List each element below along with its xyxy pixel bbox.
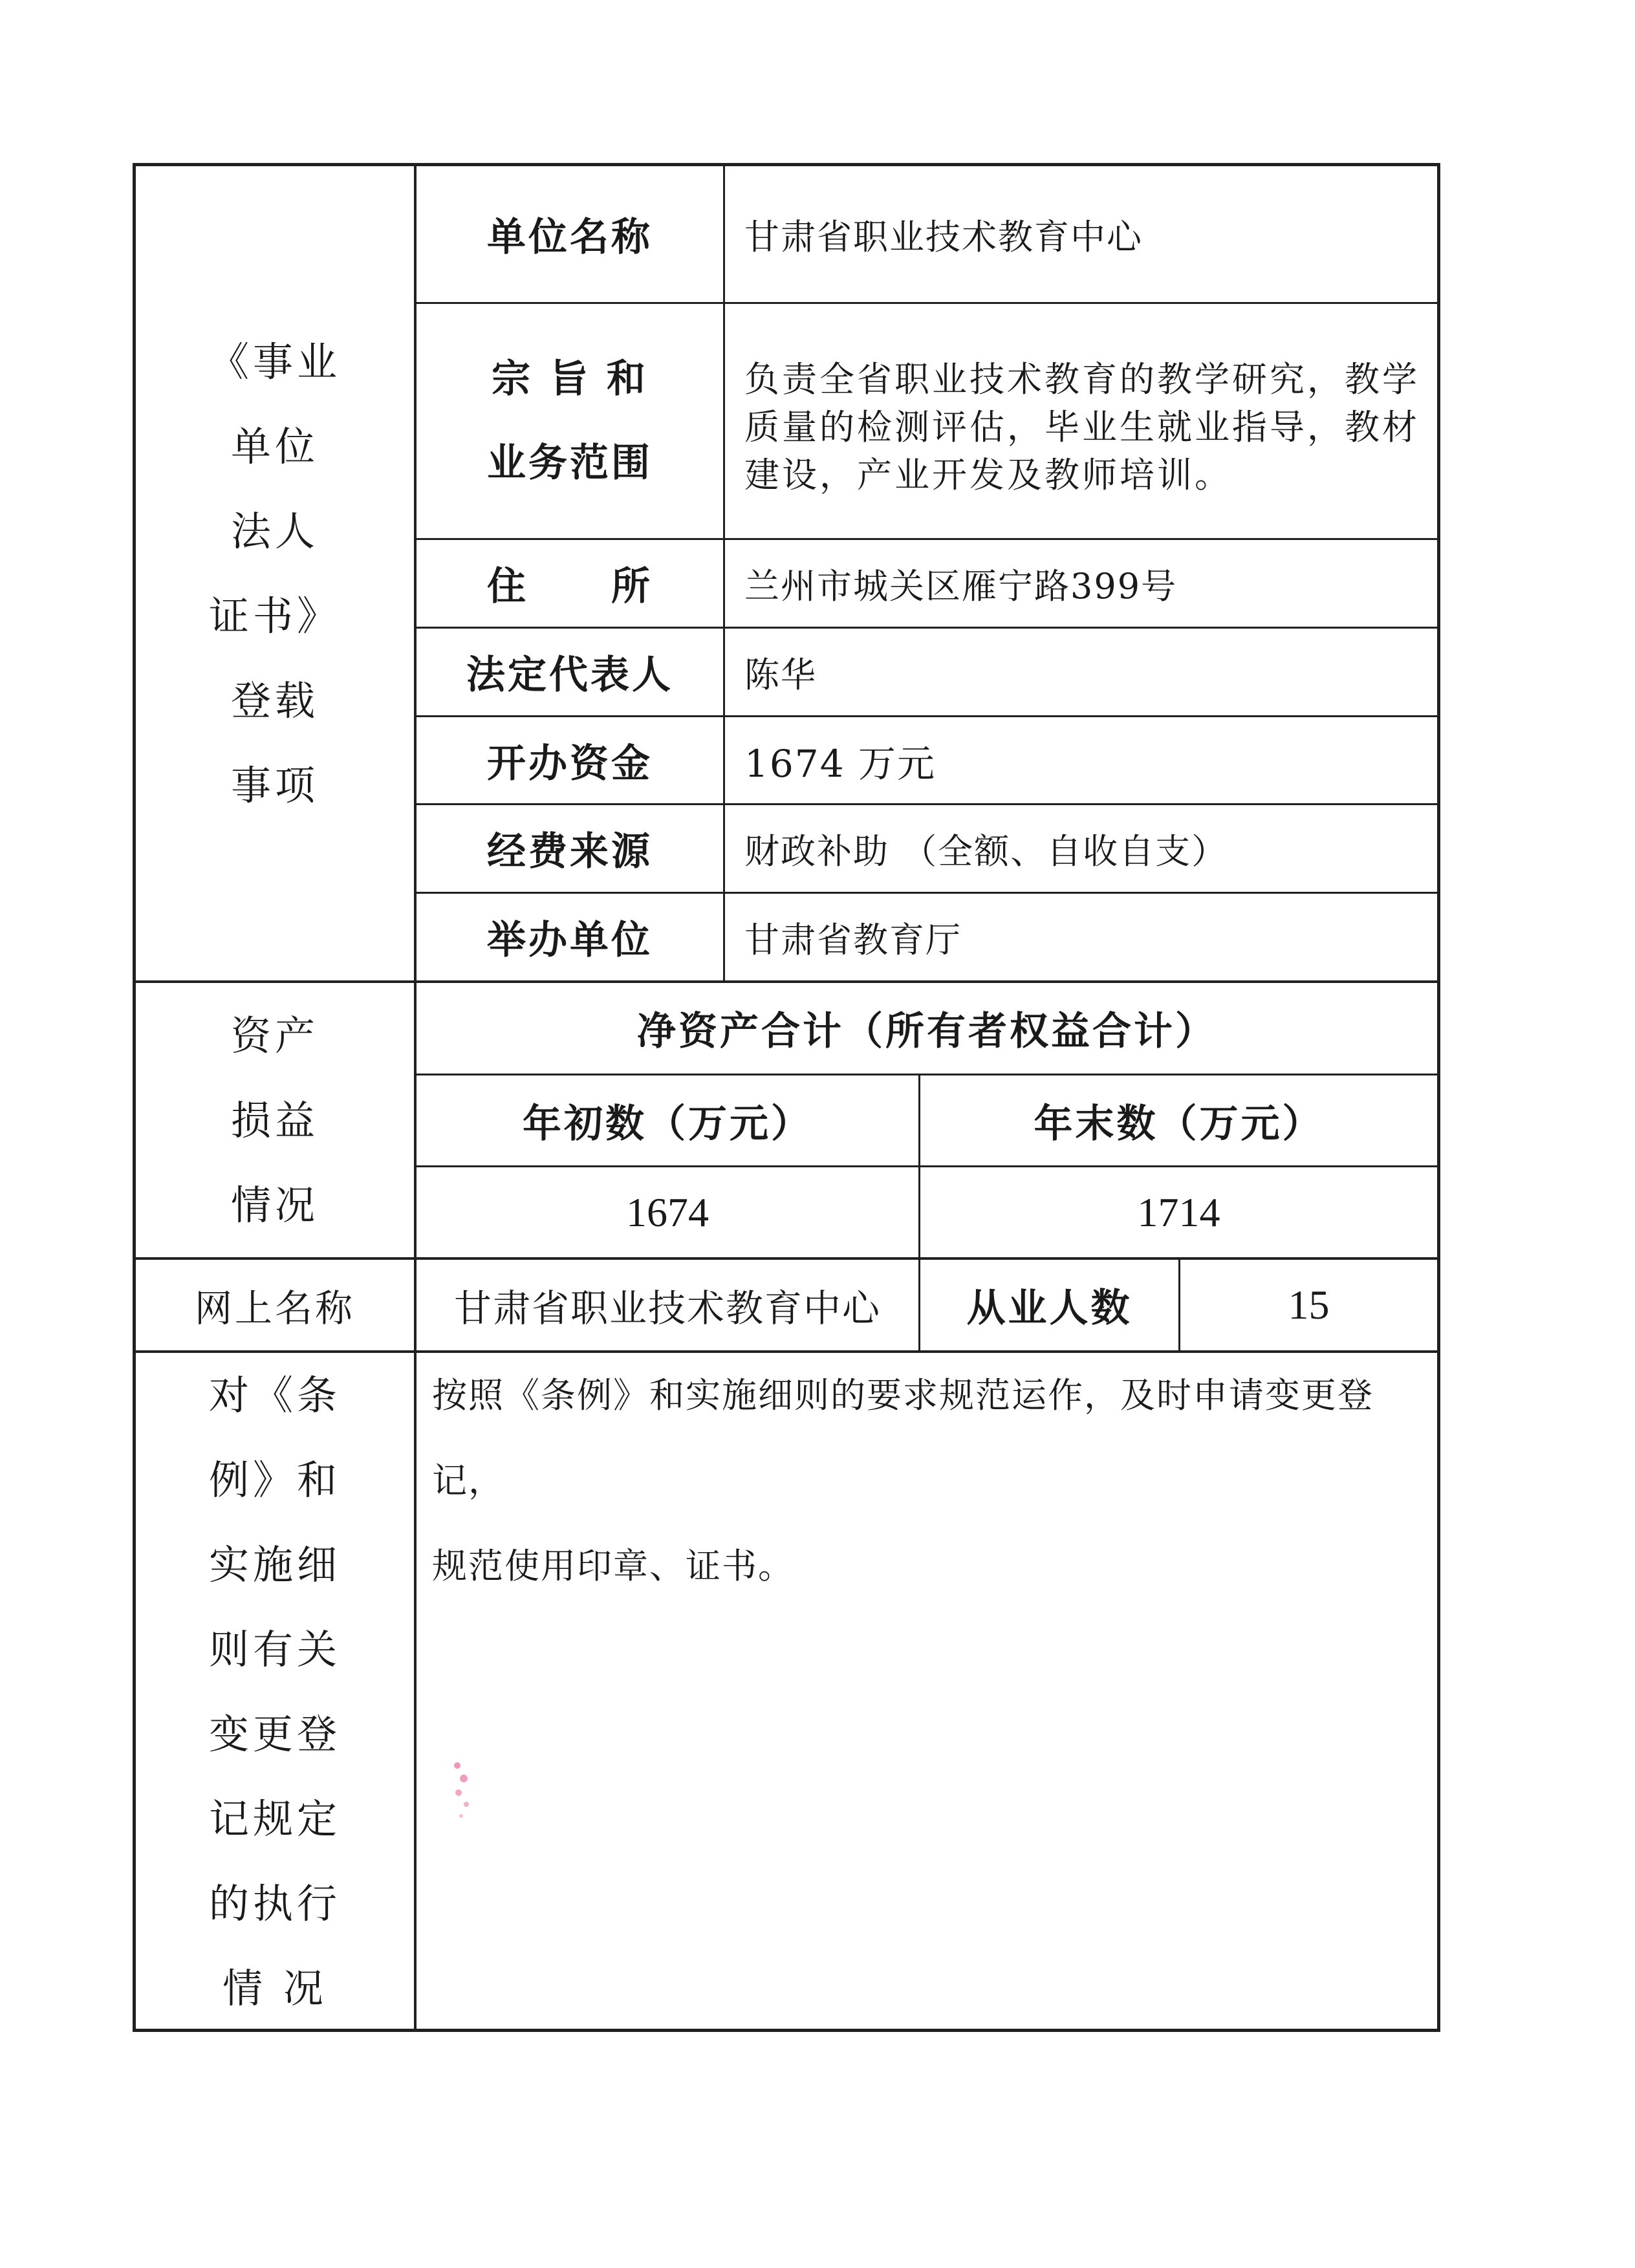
border-right — [1437, 163, 1440, 2032]
sponsor-label: 举办单位 — [487, 918, 653, 963]
execution-paragraph — [417, 1353, 1437, 1609]
unit-name-label: 单位名称 — [487, 215, 653, 260]
purpose-line: 质量的检测评估，毕业生就业指导，教材 — [744, 407, 1420, 448]
purpose-line: 建设，产业开发及教师培训。 — [744, 455, 1232, 495]
legal-rep-label: 法定代表人 — [466, 653, 673, 698]
execution-label-line: 变更登 — [208, 1711, 341, 1758]
staff-count-label: 从业人数 — [966, 1286, 1132, 1331]
purpose-label-line: 宗 旨 和 — [492, 356, 648, 402]
begin-year-header: 年初数（万元） — [523, 1101, 812, 1147]
net-assets-header: 净资产合计（所有者权益合计） — [637, 1009, 1217, 1054]
purpose-label-line: 业务范围 — [487, 440, 653, 486]
assets-label-line: 损益 — [230, 1096, 319, 1144]
end-year-header: 年末数（万元） — [1034, 1101, 1324, 1147]
cert-label-line: 法人 — [230, 507, 319, 555]
legal-rep-value: 陈华 — [744, 654, 817, 695]
purpose-value — [725, 304, 1437, 538]
cert-label-line: 登载 — [230, 676, 319, 724]
online-name-value: 甘肃省职业技术教育中心 — [453, 1286, 881, 1330]
online-name-label: 网上名称 — [194, 1286, 355, 1330]
capital-value: 1674 万元 — [744, 741, 937, 786]
begin-year-value: 1674 — [626, 1189, 709, 1235]
execution-label-line: 例》和 — [208, 1456, 341, 1504]
cert-label-line: 单位 — [230, 422, 319, 470]
cert-section-label — [136, 166, 414, 980]
assets-section-label — [136, 983, 414, 1257]
address-value: 兰州市城关区雁宁路399号 — [744, 565, 1178, 607]
cert-label-line: 事项 — [230, 761, 319, 809]
unit-name-value: 甘肃省职业技术教育中心 — [744, 216, 1143, 257]
funding-label: 经费来源 — [487, 829, 653, 874]
cert-label-line: 证书》 — [208, 592, 341, 640]
sponsor-value: 甘肃省教育厅 — [744, 919, 962, 960]
execution-section-label-stack — [209, 1353, 341, 2031]
assets-label-line: 资产 — [230, 1011, 319, 1059]
capital-label: 开办资金 — [487, 740, 653, 786]
execution-section-label — [136, 1353, 414, 2029]
execution-label-line: 的执行 — [208, 1880, 341, 1927]
execution-label-line: 则有关 — [208, 1626, 341, 1673]
execution-line: 规范使用印章、证书。 — [432, 1546, 794, 1586]
staff-count-value: 15 — [1288, 1282, 1330, 1328]
execution-content — [417, 1353, 1437, 2029]
assets-label-line: 情况 — [230, 1181, 319, 1229]
execution-label-line: 记规定 — [208, 1795, 341, 1842]
execution-line: 按照《条例》和实施细则的要求规范运作，及时申请变更登记， — [432, 1375, 1374, 1501]
purpose-line: 负责全省职业技术教育的教学研究，教学 — [744, 359, 1420, 400]
address-label: 住 所 — [487, 564, 653, 609]
execution-label-line: 情 况 — [222, 1965, 327, 2012]
purpose-paragraph — [744, 356, 1420, 499]
cert-label-line: 《事业 — [208, 338, 341, 385]
end-year-value: 1714 — [1137, 1189, 1220, 1235]
purpose-label — [417, 304, 723, 538]
cert-section-label-stack — [209, 319, 341, 828]
execution-label-line: 对《条 — [208, 1372, 341, 1419]
assets-section-label-stack — [231, 993, 319, 1247]
execution-label-line: 实施细 — [208, 1541, 341, 1588]
seal-trace-mark — [449, 1758, 475, 1822]
funding-value: 财政补助 （全额、自收自支） — [744, 830, 1228, 872]
